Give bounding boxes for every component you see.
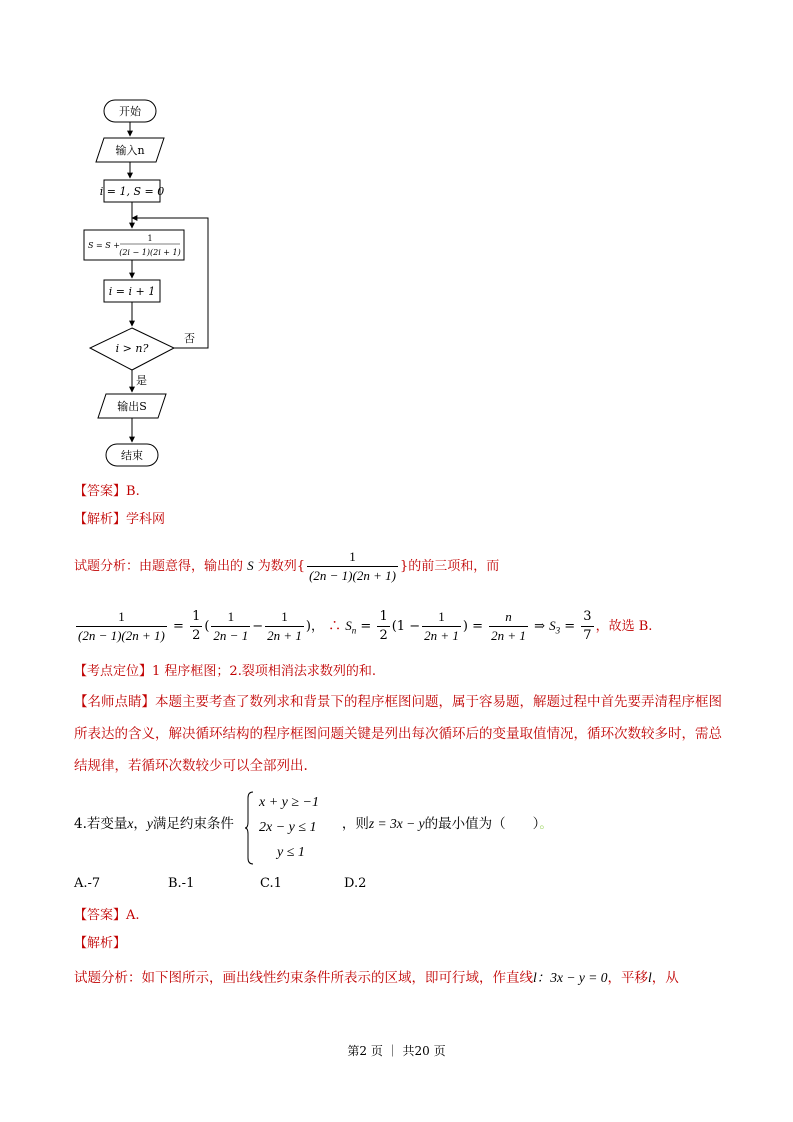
q4-stem: 4.若变量x，y满足约束条件 ，则z = 3x − y的最小值为（ ）。 xyxy=(74,816,553,832)
kaodian-tag: 【考点定位】 xyxy=(74,664,153,679)
answer-value: B. xyxy=(126,484,140,499)
constraint-system xyxy=(255,790,319,865)
init-label: i = 1, S = 0 xyxy=(99,185,165,198)
q3-mingshi xyxy=(74,686,724,782)
update-s-den: (2i − 1)(2i + 1) xyxy=(119,248,181,257)
constraint-2: 2x − y ≤ 1 xyxy=(259,820,317,835)
flowchart xyxy=(60,90,260,480)
formula-frac-6: $\frac{1}{2n + 1}$ xyxy=(424,609,459,643)
formula-frac-5: $\frac{1}{2}$ xyxy=(379,609,388,643)
formula-frac-1: $\frac{1}{(2n - 1)(2n + 1)}$ xyxy=(78,609,165,643)
option-a: A.-7 xyxy=(74,876,101,891)
update-s-num: 1 xyxy=(147,234,153,243)
formula-frac-3: $\frac{1}{2n - 1}$ xyxy=(213,609,249,643)
q3-formula: $\frac{1}{(2n - 1)(2n + 1)}$ = $\frac{1}{2}$ ( $\frac{1}{2n - 1}$ − $\frac{1}{2n + 1}$ )， ∴ $S_n$ = $\frac{1}{2}$ (1 − $\frac{1}{2n + 1}$ ) = $\frac{n}{2n + 1}$ ⇒ $S_3$ = $\frac{3}{7}$ ，故选 B. xyxy=(78,609,653,643)
q3-kaodian xyxy=(74,662,376,682)
q3-analysis-heading xyxy=(74,510,165,530)
option-b: B.-1 xyxy=(168,876,195,891)
option-d: D.2 xyxy=(344,876,367,891)
option-c: C.1 xyxy=(260,876,282,891)
q3-answer xyxy=(74,482,140,502)
yes-label: 是 xyxy=(136,374,147,387)
analysis-tag: 【解析】 xyxy=(74,512,127,527)
q3-detail-frac: $\frac{1}{(2n - 1)(2n + 1)}$ xyxy=(309,549,396,583)
output-label: 输出S xyxy=(117,400,147,413)
page-footer: 第2 页 ｜ 共20 页 xyxy=(347,1044,446,1058)
end-label: 结束 xyxy=(121,449,143,462)
input-label: 输入n xyxy=(115,144,145,157)
q4-analysis-heading: 【解析】 xyxy=(74,936,127,951)
start-label: 开始 xyxy=(119,105,141,118)
mingshi-text: 本题主要考查了数列求和背景下的程序框图问题，属于容易题，解题过程中首先要弄清程序框图所表达的含义，解决循环结构的程序框图问题关键是列出每次循环后的变量取值情况，循环次数较多时，需总结规律，若循环次数较少可以全部列出. xyxy=(74,694,722,774)
formula-frac-4: $\frac{1}{2n + 1}$ xyxy=(267,609,302,643)
answer-tag: 【答案】 xyxy=(74,484,127,499)
update-s-lhs: S = S + xyxy=(88,241,120,250)
q3-detail-pre: 试题分析：由题意得，输出的 xyxy=(74,559,244,574)
formula-frac-2: $\frac{1}{2}$ xyxy=(192,609,201,643)
constraint-3: y ≤ 1 xyxy=(277,845,305,860)
flowchart-svg xyxy=(60,90,260,480)
kaodian-text: 1 程序框图；2.裂项相消法求数列的和. xyxy=(152,664,376,679)
formula-frac-7: $\frac{n}{2n + 1}$ xyxy=(491,609,526,643)
q3-detail-mid: 为数列{ xyxy=(257,559,306,574)
q3-detail-post: }的前三项和，而 xyxy=(399,559,500,574)
brace-icon xyxy=(245,790,255,866)
decision-label: i > n? xyxy=(115,342,149,355)
q4-answer: 【答案】A. xyxy=(74,908,140,923)
q3-detail xyxy=(74,546,499,587)
mingshi-tag: 【名师点睛】 xyxy=(74,694,155,710)
constraint-1: x + y ≥ −1 xyxy=(259,795,320,810)
increment-label: i = i + 1 xyxy=(108,285,156,298)
q3-detail-S: S xyxy=(247,558,254,573)
formula-frac-8: $\frac{3}{7}$ xyxy=(583,609,592,643)
q4-detail: 试题分析：如下图所示，画出线性约束条件所表示的区域，即可行域，作直线l：3x − y = 0，平移l，从 xyxy=(74,970,679,986)
analysis-source: 学科网 xyxy=(126,512,166,527)
no-label: 否 xyxy=(184,332,195,345)
